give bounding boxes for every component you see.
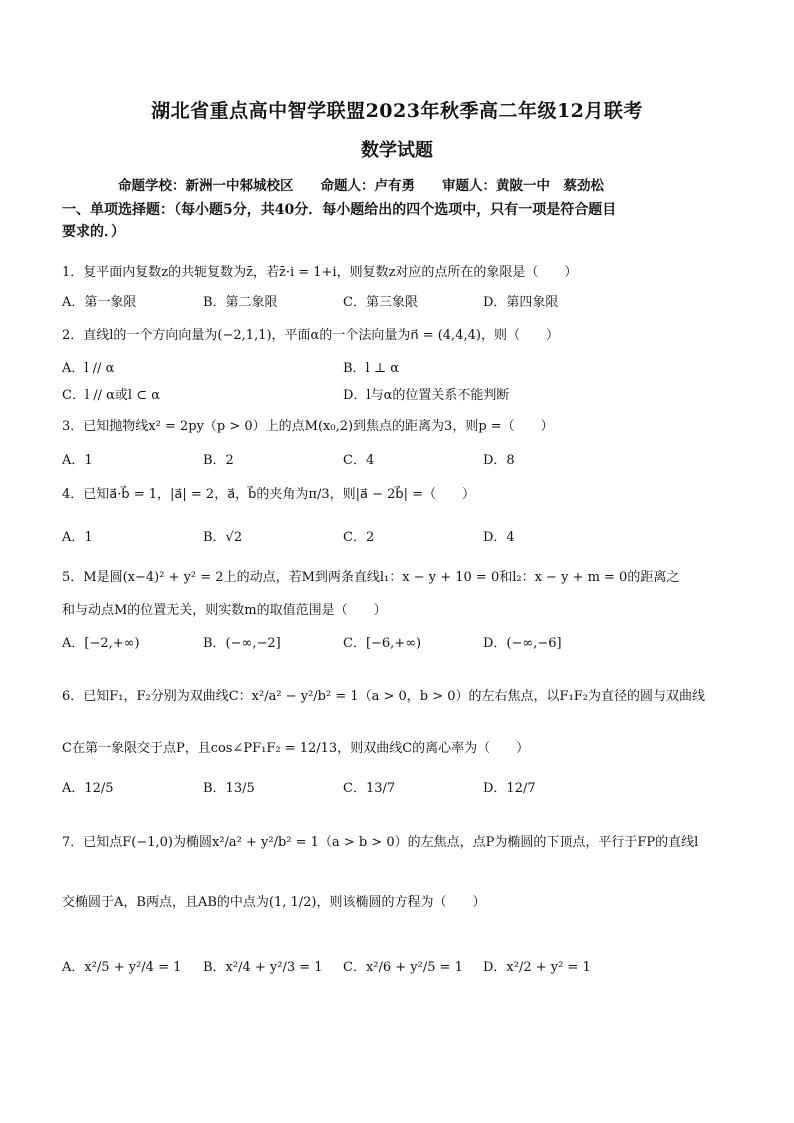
question-5-stem-line2: 和与动点M的位置无关，则实数m的取值范围是（ ）: [62, 603, 387, 618]
q7-option-d: D．x²/2 + y² = 1: [483, 960, 591, 975]
question-7-stem-line1: 7．已知点F(−1,0)为椭圆x²/a² + y²/b² = 1（a > b > 0）的左焦点，点P为椭圆的下顶点，平行于FP的直线l: [62, 835, 699, 850]
q1-option-a: A．第一象限: [62, 295, 137, 310]
question-4-stem: 4．已知a⃗·b⃗ = 1，|a⃗| = 2，a⃗，b⃗的夹角为π/3，则|a⃗ − 2b⃗| =（ ）: [62, 487, 476, 502]
question-1-stem: 1．复平面内复数z的共轭复数为z̄，若z̄·i = 1+i，则复数z对应的点所在的象限是（ ）: [62, 265, 578, 280]
q2-option-b: B．l ⊥ α: [343, 361, 399, 376]
q3-option-c: C．4: [343, 453, 375, 468]
q3-option-d: D．8: [483, 453, 515, 468]
section-heading-line2: 要求的．）: [62, 224, 125, 240]
exam-title: 湖北省重点高中智学联盟2023年秋季高二年级12月联考: [151, 100, 643, 122]
q6-option-d: D．12/7: [483, 781, 536, 796]
q7-option-c: C．x²/6 + y²/5 = 1: [343, 960, 463, 975]
q5-option-c: C．[−6,+∞): [343, 636, 422, 651]
question-6-stem-line2: C在第一象限交于点P，且cos∠PF₁F₂ = 12/13，则双曲线C的离心率为（ ）: [62, 741, 530, 756]
q1-option-d: D．第四象限: [483, 295, 559, 310]
q2-option-d: D．l与α的位置关系不能判断: [343, 388, 510, 403]
question-6-stem-line1: 6．已知F₁，F₂分别为双曲线C：x²/a² − y²/b² = 1（a > 0，b > 0）的左右焦点，以F₁F₂为直径的圆与双曲线: [62, 689, 706, 704]
q7-option-b: B．x²/4 + y²/3 = 1: [203, 960, 323, 975]
q4-option-a: A．1: [62, 530, 93, 545]
q4-option-c: C．2: [343, 530, 375, 545]
q5-option-a: A．[−2,+∞): [62, 636, 140, 651]
q6-option-a: A．12/5: [62, 781, 114, 796]
question-5-stem-line1: 5．M是圆(x−4)² + y² = 2上的动点，若M到两条直线l₁：x − y + 10 = 0和l₂：x − y + m = 0的距离之: [62, 570, 680, 585]
question-7-stem-line2: 交椭圆于A，B两点，且AB的中点为(1, 1/2)，则该椭圆的方程为（ ）: [62, 895, 486, 910]
q2-option-c: C．l // α或l ⊂ α: [62, 388, 161, 403]
q7-option-a: A．x²/5 + y²/4 = 1: [62, 960, 182, 975]
exam-meta: 命题学校：新洲一中邾城校区 命题人：卢有勇 审题人：黄陂一中 蔡劲松: [118, 178, 604, 194]
q4-option-d: D．4: [483, 530, 515, 545]
exam-subtitle: 数学试题: [361, 140, 433, 161]
q1-option-c: C．第三象限: [343, 295, 418, 310]
q3-option-a: A．1: [62, 453, 93, 468]
q6-option-b: B．13/5: [203, 781, 255, 796]
question-2-stem: 2．直线l的一个方向向量为(−2,1,1)，平面α的一个法向量为n⃗ = (4,4,4)，则（ ）: [62, 328, 559, 343]
q1-option-b: B．第二象限: [203, 295, 278, 310]
q3-option-b: B．2: [203, 453, 234, 468]
q5-option-b: B．(−∞,−2]: [203, 636, 281, 651]
q6-option-c: C．13/7: [343, 781, 396, 796]
question-3-stem: 3．已知抛物线x² = 2py（p > 0）上的点M(x₀,2)到焦点的距离为3，则p =（ ）: [62, 419, 554, 434]
q4-option-b: B．√2: [203, 530, 243, 545]
section-heading-line1: 一、单项选择题：（每小题5分，共40分．每小题给出的四个选项中，只有一项是符合题目: [62, 202, 617, 218]
q5-option-d: D．(−∞,−6]: [483, 636, 562, 651]
q2-option-a: A．l // α: [62, 361, 115, 376]
